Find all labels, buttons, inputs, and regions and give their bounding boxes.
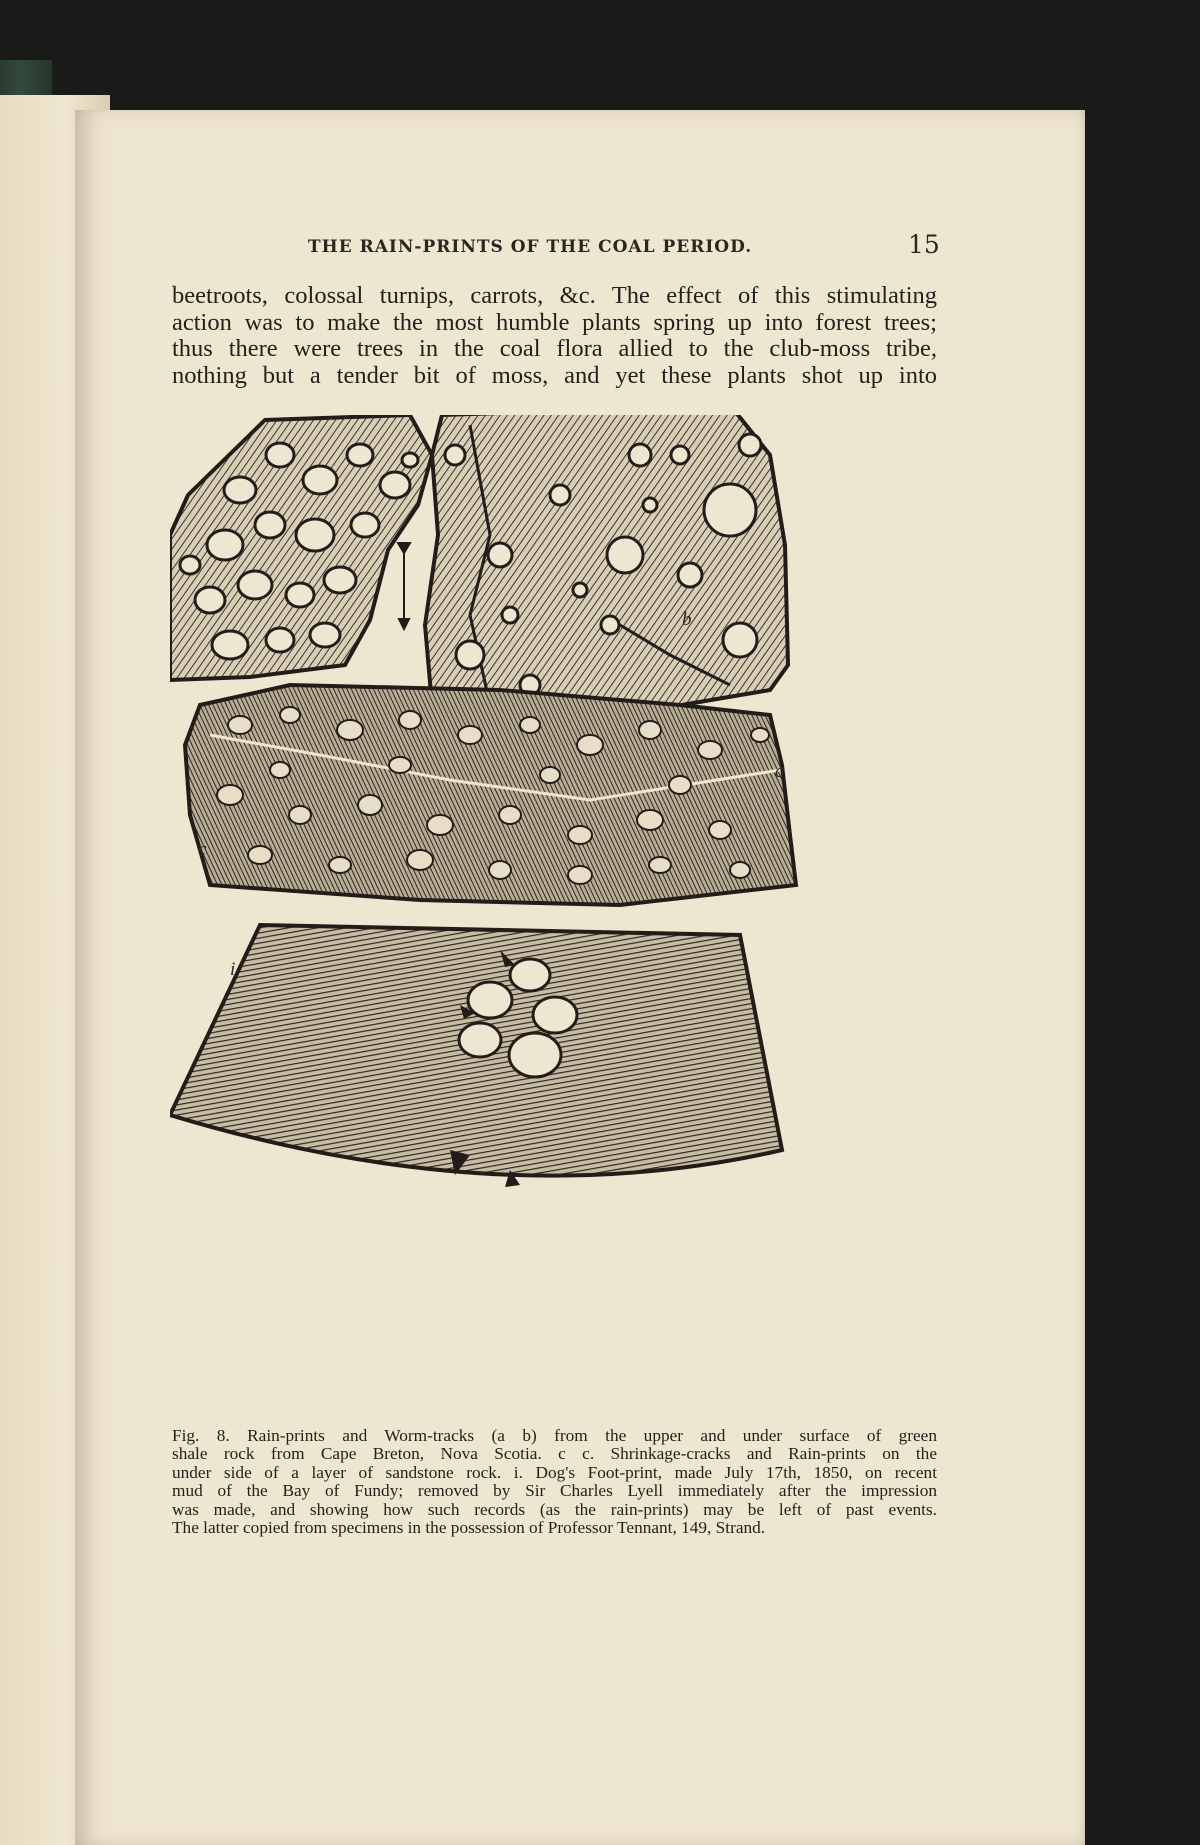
caption-line: was made, and showing how such records (as the rain-prints) may be left of past events. <box>172 1499 937 1519</box>
caption-line: The latter copied from specimens in the possession of Professor Tennant, 149, Strand. <box>172 1518 766 1538</box>
arrow-icon <box>398 543 410 629</box>
body-text <box>172 283 937 389</box>
running-head: THE RAIN-PRINTS OF THE COAL PERIOD. <box>308 237 753 257</box>
figure-label-b: b <box>682 609 692 630</box>
figure-caption <box>172 1427 937 1537</box>
caption-line: mud of the Bay of Fundy; removed by Sir Charles Lyell immediately after the impression <box>172 1481 937 1501</box>
engraved-plate <box>170 415 950 1420</box>
page-number: 15 <box>908 230 940 259</box>
body-line: nothing but a tender bit of moss, and yet these plants shot up into <box>172 361 937 389</box>
specimen-upper-right <box>425 415 788 715</box>
specimen-dog-footprint <box>170 925 782 1187</box>
figure-label-i: i <box>230 959 236 980</box>
figure-label-c-left: c <box>198 839 207 860</box>
caption-line: shale rock from Cape Breton, Nova Scotia. c c. Shrinkage-cracks and Rain-prints on the <box>172 1444 937 1464</box>
figure-label-c-right: c <box>775 761 784 782</box>
specimen-upper-left <box>170 415 432 680</box>
specimen-shrinkage-slab <box>185 685 796 905</box>
body-line: beetroots, colossal turnips, carrots, &c. The effect of this stimulating <box>172 282 937 309</box>
caption-line: Fig. 8. Rain-prints and Worm-tracks (a b) from the upper and under surface of green <box>172 1426 937 1445</box>
caption-line: under side of a layer of sandstone rock. i. Dog's Foot-print, made July 17th, 1850, on recent <box>172 1462 937 1482</box>
body-line: action was to make the most humble plants spring up into forest trees; <box>172 308 937 336</box>
body-line: thus there were trees in the coal flora allied to the club-moss tribe, <box>172 335 937 362</box>
